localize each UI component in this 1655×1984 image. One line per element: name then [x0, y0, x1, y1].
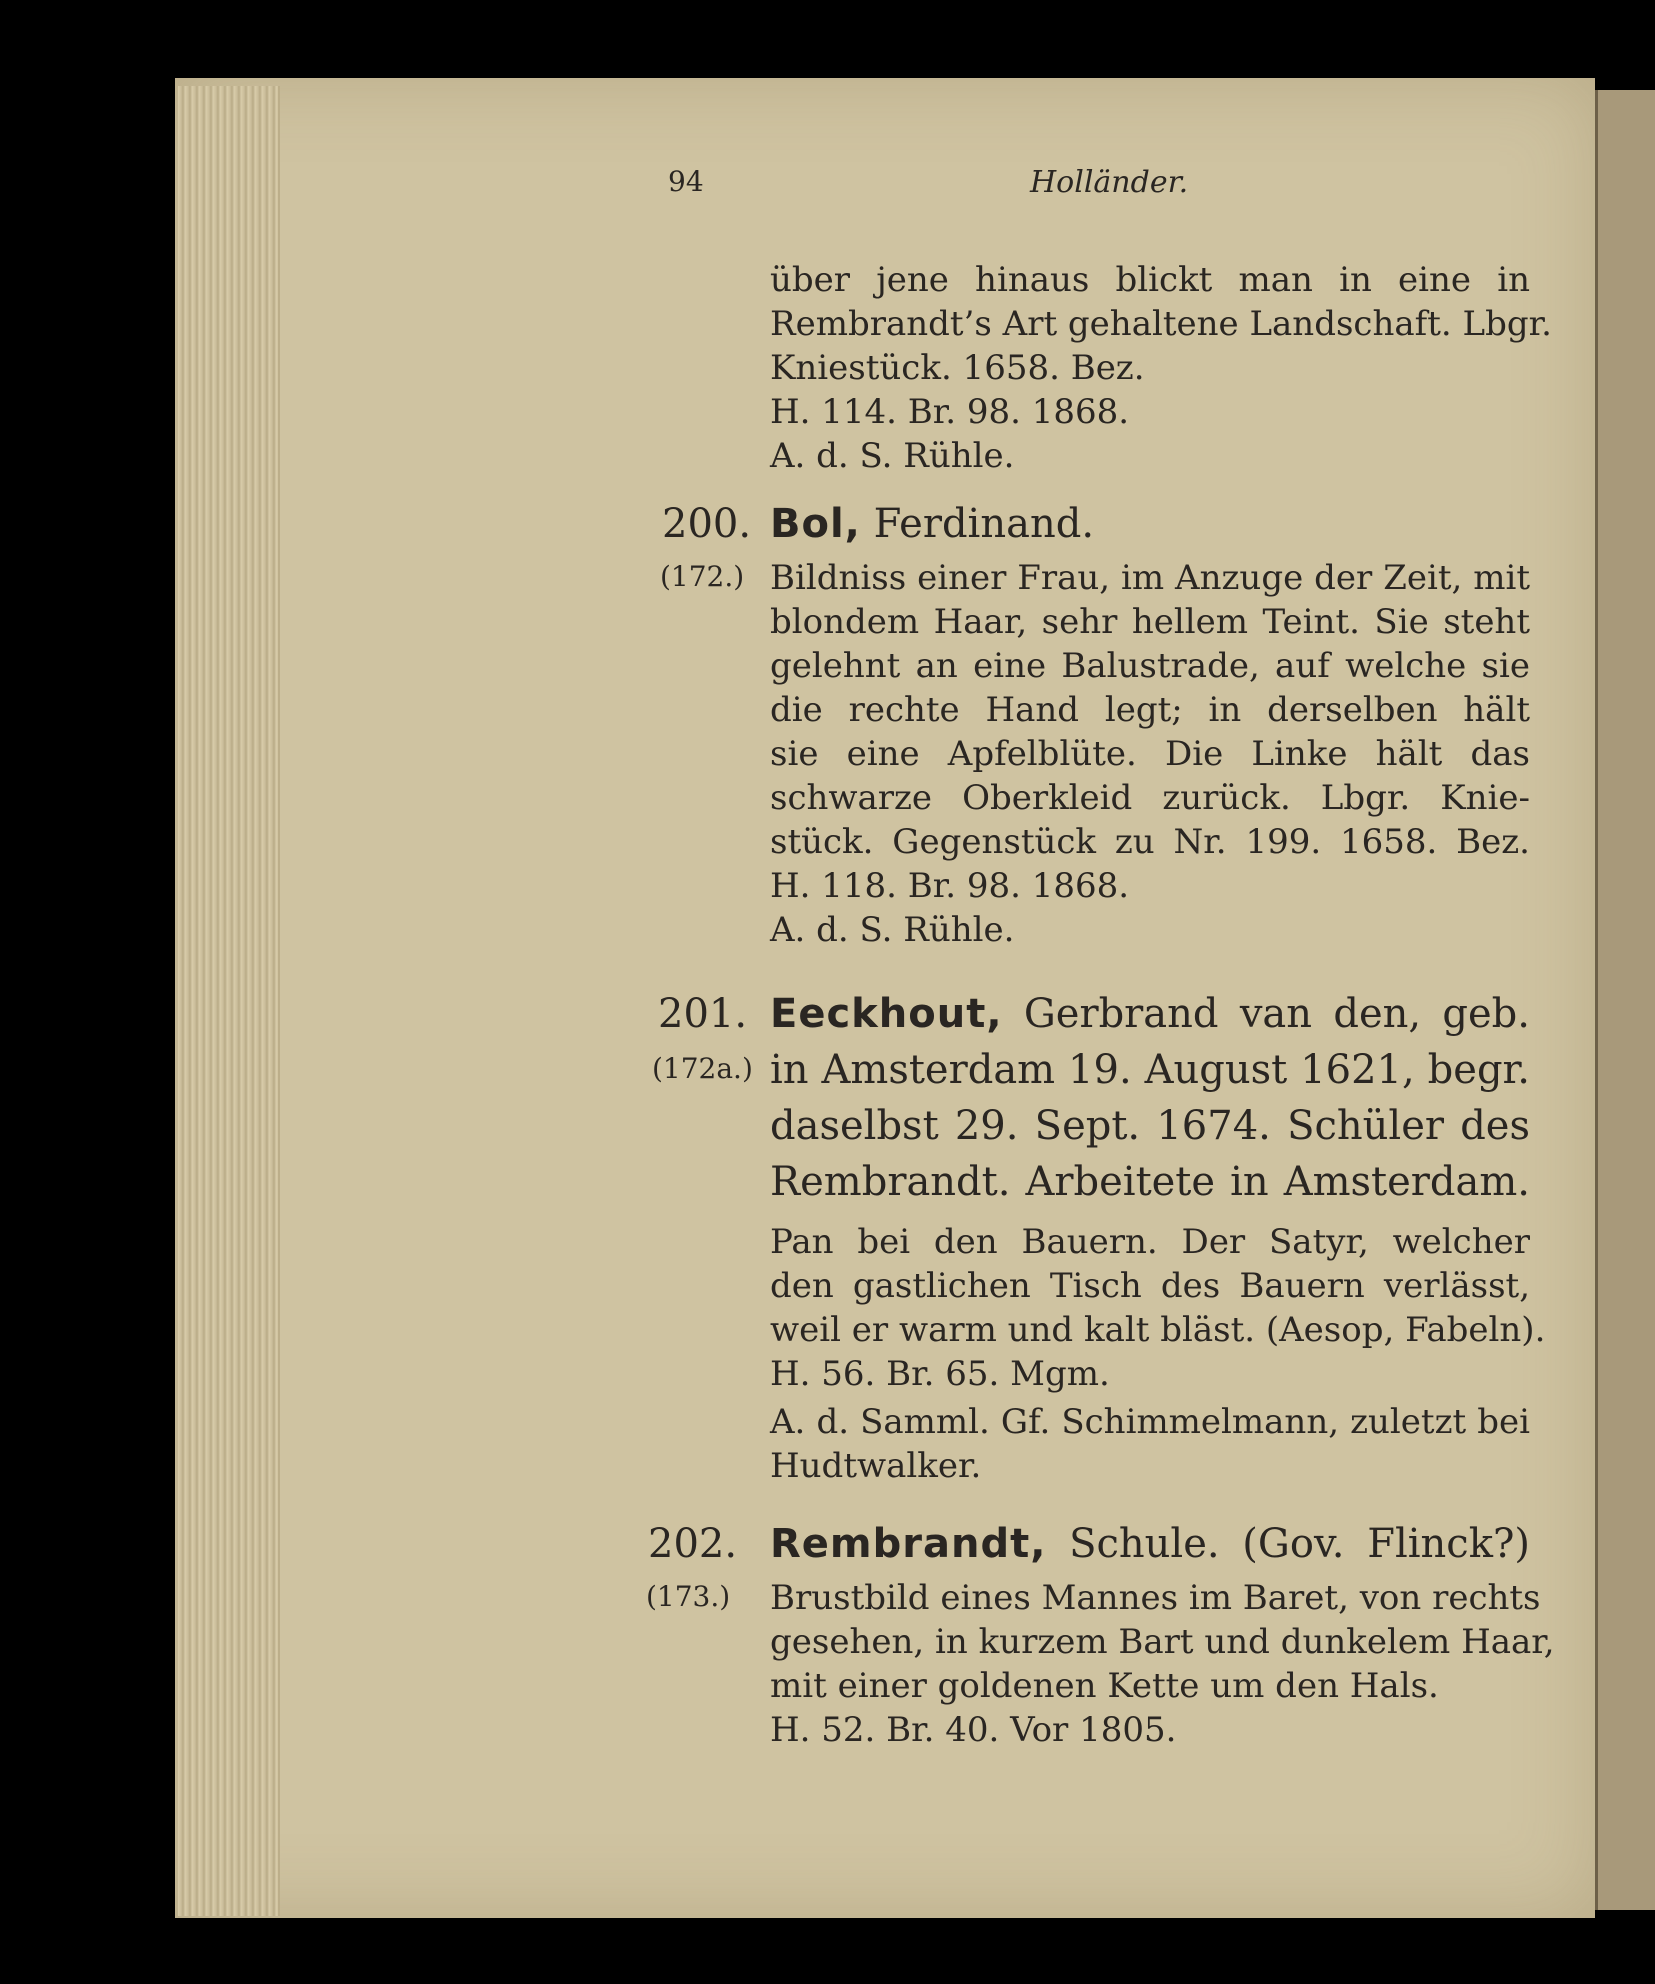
entry-line: gesehen, in kurzem Bart und dunkelem Haar,	[770, 1622, 1555, 1662]
artist-rest: Schule. (Gov. Flinck?)	[1046, 1521, 1530, 1567]
entry-line: mit einer goldenen Kette um den Hals.	[770, 1666, 1439, 1706]
artist-name: Bol,	[770, 501, 861, 547]
entry-heading	[770, 1518, 1530, 1570]
artist-rest: Gerbrand van den, geb.	[1002, 991, 1530, 1037]
entry-line: H. 56. Br. 65. Mgm.	[770, 1354, 1110, 1394]
entry-line: blondem Haar, sehr hellem Teint. Sie steht	[770, 602, 1530, 642]
entry-line: gelehnt an eine Balustrade, auf welche sie	[770, 646, 1530, 686]
continuation-line: H. 114. Br. 98. 1868.	[770, 392, 1130, 432]
running-title: Holländer.	[1030, 165, 1189, 200]
artist-name: Rembrandt,	[770, 1521, 1047, 1567]
entry-line: stück. Gegenstück zu Nr. 199. 1658. Bez.	[770, 822, 1530, 862]
entry-line: A. d. Samml. Gf. Schimmelmann, zuletzt bei	[770, 1402, 1530, 1442]
continuation-line: über jene hinaus blickt man in eine in	[770, 260, 1530, 300]
entry-line: Pan bei den Bauern. Der Satyr, welcher	[770, 1222, 1530, 1262]
entry-ref: (173.)	[646, 1580, 731, 1613]
continuation-line: A. d. S. Rühle.	[770, 436, 1015, 476]
entry-heading	[770, 498, 1094, 550]
entry-line: schwarze Oberkleid zurück. Lbgr. Knie-	[770, 778, 1530, 818]
entry-line: A. d. S. Rühle.	[770, 910, 1015, 950]
entry-number: 201.	[658, 991, 748, 1037]
entry-number: 200.	[662, 501, 752, 547]
continuation-line: Rembrandt’s Art gehaltene Landschaft. Lbgr.	[770, 304, 1552, 344]
bio-line: Rembrandt. Arbeitete in Amsterdam.	[770, 1159, 1530, 1205]
bio-line: daselbst 29. Sept. 1674. Schüler des	[770, 1103, 1530, 1149]
entry-line: H. 118. Br. 98. 1868.	[770, 866, 1130, 906]
entry-ref: (172.)	[660, 560, 745, 593]
entry-line: sie eine Apfelblüte. Die Linke hält das	[770, 734, 1530, 774]
bio-line: in Amsterdam 19. August 1621, begr.	[770, 1047, 1530, 1093]
entry-number: 202.	[648, 1521, 738, 1567]
entry-line: Hudtwalker.	[770, 1446, 982, 1486]
entry-line: H. 52. Br. 40. Vor 1805.	[770, 1710, 1177, 1750]
facing-page-edge	[1595, 90, 1655, 1910]
entry-line: den gastlichen Tisch des Bauern verlässt,	[770, 1266, 1530, 1306]
entry-line: Bildniss einer Frau, im Anzuge der Zeit, mit	[770, 558, 1530, 598]
entry-line: weil er warm und kalt bläst. (Aesop, Fabeln).	[770, 1310, 1546, 1350]
entry-line: die rechte Hand legt; in derselben hält	[770, 690, 1530, 730]
entry-heading	[770, 988, 1530, 1040]
entry-ref: (172a.)	[652, 1052, 753, 1085]
artist-name: Eeckhout,	[770, 991, 1003, 1037]
page-stack-edge	[178, 86, 280, 1916]
continuation-line: Kniestück. 1658. Bez.	[770, 348, 1145, 388]
entry-line: Brustbild eines Mannes im Baret, von rechts	[770, 1578, 1541, 1618]
artist-rest: Ferdinand.	[860, 501, 1095, 547]
page-number: 94	[668, 165, 704, 198]
